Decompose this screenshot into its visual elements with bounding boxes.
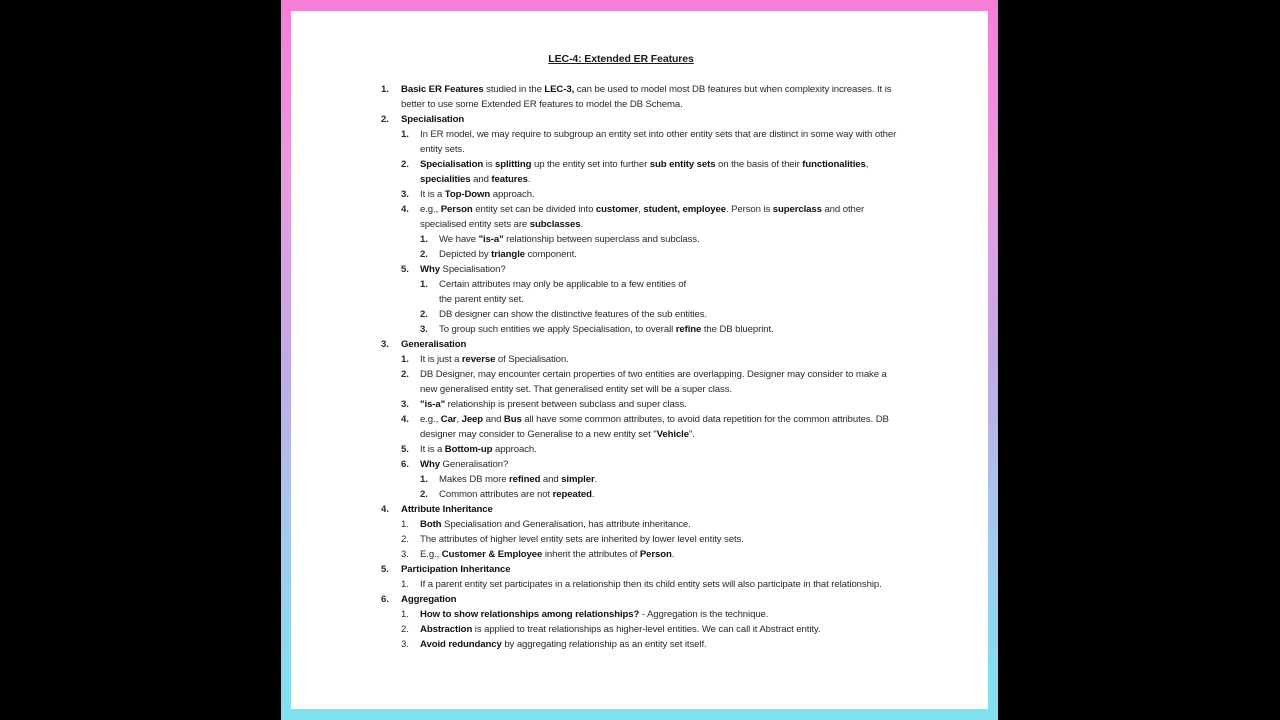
list-number: 4.: [401, 414, 409, 425]
text: If a parent entity set participates in a relationship then its child entity sets will also participate in that relationship.: [420, 579, 882, 590]
list-number: 2.: [420, 489, 428, 500]
text: Certain attributes may only be applicable to a few entities of the parent entity set.: [439, 279, 687, 305]
bold-text: features: [491, 174, 528, 185]
item-text: [420, 352, 901, 367]
item-text: [420, 397, 901, 412]
bold-text: Top-Down: [444, 189, 491, 200]
text: .: [591, 489, 595, 500]
item-text: [420, 202, 901, 232]
text: of Specialisation.: [495, 354, 569, 365]
section-item: [381, 592, 901, 652]
text: studied in the: [483, 84, 545, 95]
text: relationship between superclass and subclass.: [503, 234, 700, 245]
list-number: 1.: [401, 519, 409, 530]
sub-list: [420, 277, 901, 337]
item-text: [420, 187, 901, 202]
bold-text: "is-a": [420, 399, 446, 410]
bold-text: "is-a": [478, 234, 504, 245]
list-item: [401, 127, 901, 157]
item-text: [439, 322, 901, 337]
item-text: [420, 262, 901, 277]
item-text: [420, 127, 901, 157]
list-item: [420, 277, 901, 307]
list-number: 6.: [381, 594, 389, 605]
bold-text: Customer & Employee: [441, 549, 543, 560]
text: relationship is present between subclass and super class.: [445, 399, 687, 410]
bold-text: refined: [509, 474, 541, 485]
text: E.g.,: [420, 549, 442, 560]
section-item: [381, 562, 901, 592]
list-item: [420, 307, 901, 322]
item-text: [420, 517, 901, 532]
list-item: [401, 397, 901, 412]
text: the DB blueprint.: [701, 324, 774, 335]
text: entity set can be divided into: [472, 204, 596, 215]
list-number: 2.: [401, 624, 409, 635]
sub-list: [401, 352, 901, 502]
item-text: [420, 367, 901, 397]
bold-text: LEC-3,: [544, 84, 575, 95]
item-text: [420, 532, 901, 547]
list-number: 2.: [401, 534, 409, 545]
bold-text: Both: [420, 519, 442, 530]
list-number: 3.: [401, 399, 409, 410]
item-text: [420, 412, 901, 442]
list-number: 4.: [401, 204, 409, 215]
list-number: 1.: [401, 609, 409, 620]
list-number: 1.: [401, 354, 409, 365]
item-text: [420, 577, 901, 592]
bold-text: Bus: [503, 414, 522, 425]
text: and: [483, 414, 504, 425]
section-item: [381, 112, 901, 337]
list-item: [401, 547, 901, 562]
list-number: 1.: [401, 579, 409, 590]
list-item: [420, 487, 901, 502]
text: and: [470, 174, 492, 185]
item-text: [420, 607, 901, 622]
text: Specialisation?: [439, 264, 506, 275]
document-page: [291, 11, 988, 709]
bold-text: Why: [420, 459, 440, 470]
text: It is just a: [420, 354, 462, 365]
bold-text: Specialisation: [420, 159, 484, 170]
list-item: [420, 247, 901, 262]
list-item: [420, 472, 901, 487]
list-number: 3.: [381, 339, 389, 350]
text: Generalisation?: [439, 459, 509, 470]
lecture-notes: [381, 52, 901, 652]
text: and other specialised entity sets are: [420, 204, 865, 230]
text: ,: [456, 414, 462, 425]
text: DB designer can show the distinctive features of the sub entities.: [439, 309, 708, 320]
bold-text: subclasses: [529, 219, 581, 230]
sub-list: [401, 127, 901, 337]
text: ,: [638, 204, 644, 215]
item-text: [439, 277, 699, 307]
sub-list: [401, 517, 901, 562]
bold-text: How to show relationships among relationships?: [420, 609, 640, 620]
list-item: [401, 577, 901, 592]
list-item: [401, 457, 901, 502]
bold-text: Avoid redundancy: [420, 639, 502, 650]
text: . Person is: [725, 204, 773, 215]
list-item: [401, 442, 901, 457]
list-number: 1.: [420, 279, 428, 290]
list-item: [401, 517, 901, 532]
text: e.g.,: [420, 414, 441, 425]
text: .: [527, 174, 531, 185]
list-number: 3.: [401, 189, 409, 200]
text: To group such entities we apply Specialisation, to overall: [439, 324, 676, 335]
text: ".: [688, 429, 695, 440]
section-heading: Attribute Inheritance: [401, 504, 493, 515]
item-text: [420, 637, 901, 652]
bold-text: simpler: [561, 474, 595, 485]
section-text: [401, 82, 901, 112]
section-heading: Specialisation: [401, 114, 465, 125]
list-number: 5.: [381, 564, 389, 575]
item-text: [420, 442, 901, 457]
list-item: [401, 187, 901, 202]
text: We have: [439, 234, 479, 245]
list-item: [420, 232, 901, 247]
section-item: [381, 502, 901, 562]
section-heading: Participation Inheritance: [401, 564, 511, 575]
bold-text: specialities: [420, 174, 471, 185]
list-item: [401, 412, 901, 442]
list-number: 3.: [401, 639, 409, 650]
text: up the entity set into further: [531, 159, 650, 170]
text: component.: [525, 249, 577, 260]
text: on the basis of their: [715, 159, 803, 170]
item-text: [439, 472, 901, 487]
bold-text: student, employee: [643, 204, 726, 215]
item-text: [439, 307, 901, 322]
bold-text: Person: [440, 204, 473, 215]
item-text: [420, 457, 901, 472]
list-number: 1.: [401, 129, 409, 140]
bold-text: Bottom-up: [444, 444, 493, 455]
section-item: [381, 82, 901, 112]
text: is: [483, 159, 495, 170]
bold-text: customer: [595, 204, 639, 215]
bold-text: Person: [639, 549, 672, 560]
text: by aggregating relationship as an entity set itself.: [501, 639, 707, 650]
list-number: 1.: [420, 234, 428, 245]
bold-text: superclass: [772, 204, 822, 215]
gradient-frame: [281, 0, 998, 720]
list-number: 2.: [420, 249, 428, 260]
bold-text: triangle: [491, 249, 525, 260]
section-heading: Aggregation: [401, 594, 457, 605]
list-item: [401, 607, 901, 622]
list-item: [420, 322, 901, 337]
text: - Aggregation is the technique.: [639, 609, 769, 620]
page-title: LEC-4: Extended ER Features: [548, 53, 694, 65]
text: It is a: [420, 444, 445, 455]
item-text: [439, 247, 901, 262]
list-number: 2.: [401, 159, 409, 170]
sub-list: [420, 472, 901, 502]
text: all have some common attributes, to avoid data repetition for the common attributes. DB designer may consider to Generalise to a new entity set ": [420, 414, 889, 440]
bold-text: Car: [440, 414, 457, 425]
text: Depicted by: [439, 249, 492, 260]
list-item: [401, 637, 901, 652]
text: and: [540, 474, 562, 485]
text: can be used to model most DB features but when complexity increases. It is better to use some Extended ER features to model the DB Schema.: [401, 84, 892, 110]
list-number: 6.: [401, 459, 409, 470]
text: .: [671, 549, 675, 560]
text: Makes DB more: [439, 474, 510, 485]
list-number: 3.: [420, 324, 428, 335]
list-number: 5.: [401, 444, 409, 455]
bold-text: refine: [675, 324, 702, 335]
text: DB Designer, may encounter certain properties of two entities are overlapping. Designer may consider to make a new generalised entity set. That generalised entity set will be a super class.: [420, 369, 887, 395]
text: approach.: [492, 444, 537, 455]
item-text: [420, 157, 901, 187]
item-text: [420, 622, 901, 637]
list-item: [401, 262, 901, 337]
list-item: [401, 352, 901, 367]
text: e.g.,: [420, 204, 441, 215]
item-text: [439, 487, 901, 502]
text: is applied to treat relationships as higher-level entities. We can call it Abstract entity.: [472, 624, 821, 635]
list-item: [401, 157, 901, 187]
bold-text: Vehicle: [656, 429, 689, 440]
bold-text: Basic ER Features: [401, 84, 484, 95]
sub-list: [401, 577, 901, 592]
text: It is a: [420, 189, 445, 200]
bold-text: splitting: [494, 159, 532, 170]
list-item: [401, 202, 901, 262]
list-number: 2.: [420, 309, 428, 320]
list-number: 1.: [420, 474, 428, 485]
bold-text: Why: [420, 264, 440, 275]
item-text: [439, 232, 901, 247]
list-number: 4.: [381, 504, 389, 515]
bold-text: repeated: [552, 489, 592, 500]
text: inherit the attributes of: [542, 549, 640, 560]
item-text: [420, 547, 901, 562]
list-number: 3.: [401, 549, 409, 560]
list-item: [401, 622, 901, 637]
list-number: 1.: [381, 84, 389, 95]
section-heading: Generalisation: [401, 339, 467, 350]
list-item: [401, 532, 901, 547]
bold-text: functionalities: [802, 159, 866, 170]
text: In ER model, we may require to subgroup an entity set into other entity sets that are distinct in some way with other entity sets.: [420, 129, 897, 155]
text: The attributes of higher level entity sets are inherited by lower level entity sets.: [420, 534, 744, 545]
text: Specialisation and Generalisation, has attribute inheritance.: [441, 519, 691, 530]
text: .: [594, 474, 598, 485]
sub-list: [401, 607, 901, 652]
text: ,: [865, 159, 869, 170]
list-number: 2.: [381, 114, 389, 125]
section-list: [381, 82, 901, 652]
bold-text: sub entity sets: [649, 159, 716, 170]
text: approach.: [490, 189, 535, 200]
sub-list: [420, 232, 901, 262]
bold-text: reverse: [461, 354, 496, 365]
section-item: [381, 337, 901, 502]
text: .: [580, 219, 584, 230]
list-number: 2.: [401, 369, 409, 380]
bold-text: Jeep: [461, 414, 484, 425]
list-number: 5.: [401, 264, 409, 275]
list-item: [401, 367, 901, 397]
bold-text: Abstraction: [420, 624, 473, 635]
text: Common attributes are not: [439, 489, 553, 500]
